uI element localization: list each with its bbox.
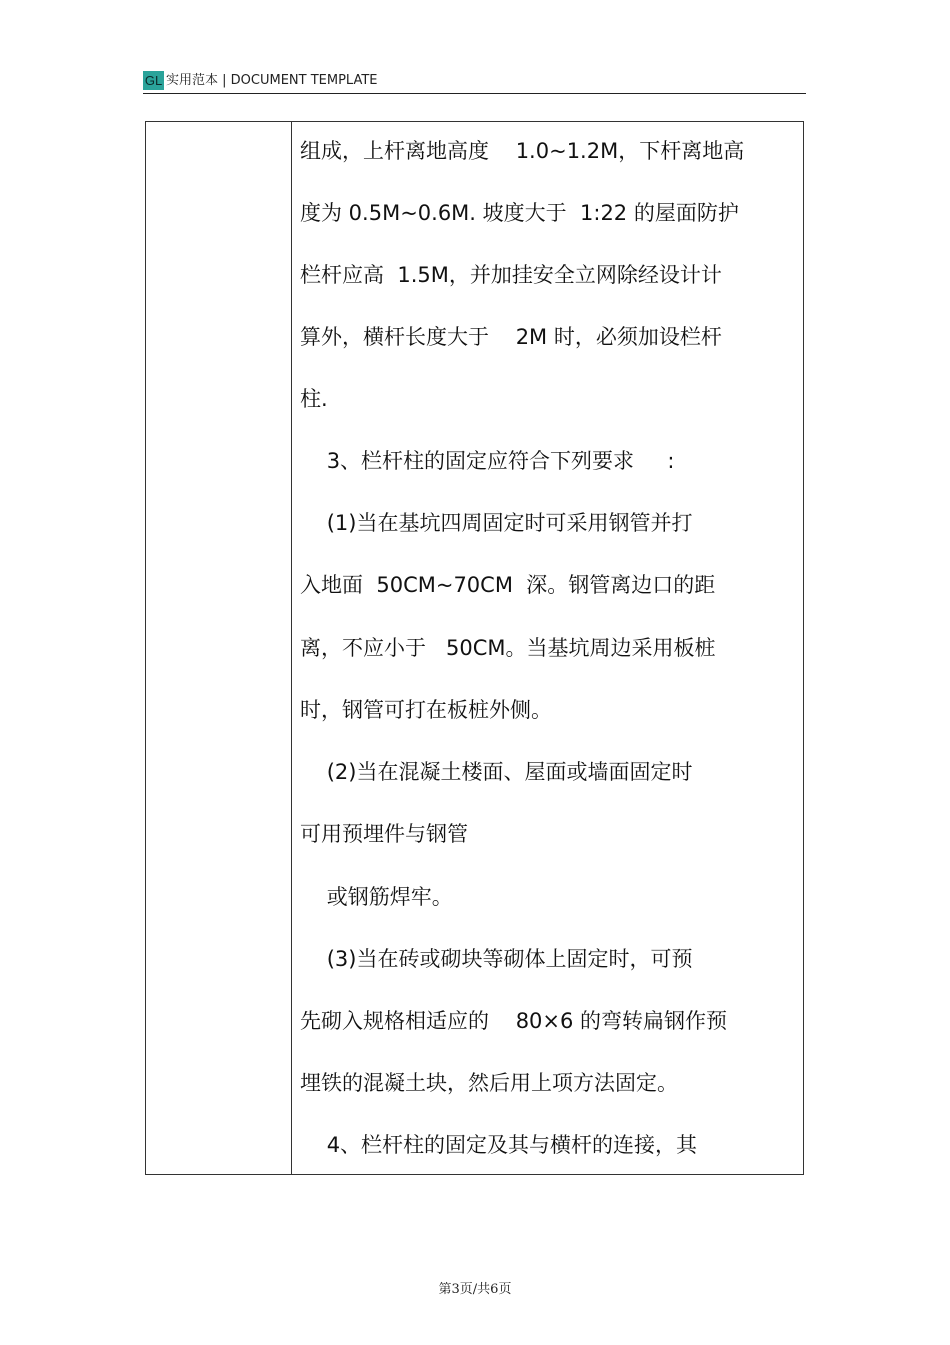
body-line: 算外，横杆长度大于 2M 时，必须加设栏杆: [300, 325, 722, 349]
content-table: [145, 121, 804, 1175]
body-line: 栏杆应高 1.5M，并加挂安全立网除经设计计: [300, 263, 722, 287]
logo-mark: GL: [144, 73, 163, 88]
body-line: 组成，上杆离地高度 1.0~1.2M，下杆离地高: [300, 139, 745, 163]
body-line: 时，钢管可打在板桩外侧。: [300, 698, 552, 722]
body-line: 柱.: [300, 387, 328, 411]
body-line: 可用预埋件与钢管: [300, 822, 468, 846]
body-line: (1)当在基坑四周固定时可采用钢管并打: [300, 511, 693, 535]
body-line: (2)当在混凝土楼面、屋面或墙面固定时: [300, 760, 693, 784]
page-header: [143, 70, 806, 94]
body-line: 先砌入规格相适应的 80×6 的弯转扁钢作预: [300, 1009, 728, 1033]
header-title: 实用范本 | DOCUMENT TEMPLATE: [166, 73, 378, 88]
body-line: (3)当在砖或砌块等砌体上固定时，可预: [300, 947, 693, 971]
body-line: 埋铁的混凝土块，然后用上项方法固定。: [300, 1071, 678, 1095]
body-line: 入地面 50CM~70CM 深。钢管离边口的距: [300, 573, 716, 597]
body-line: 离，不应小于 50CM。当基坑周边采用板桩: [300, 636, 716, 660]
column-divider: [291, 122, 292, 1174]
body-line: 或钢筋焊牢。: [300, 885, 453, 909]
body-line: 4、栏杆柱的固定及其与横杆的连接，其: [300, 1133, 698, 1157]
page-number: 第3页/共6页: [438, 1282, 512, 1297]
body-line: 3、栏杆柱的固定应符合下列要求 :: [300, 449, 675, 473]
body-line: 度为 0.5M~0.6M. 坡度大于 1:22 的屋面防护: [300, 201, 739, 225]
